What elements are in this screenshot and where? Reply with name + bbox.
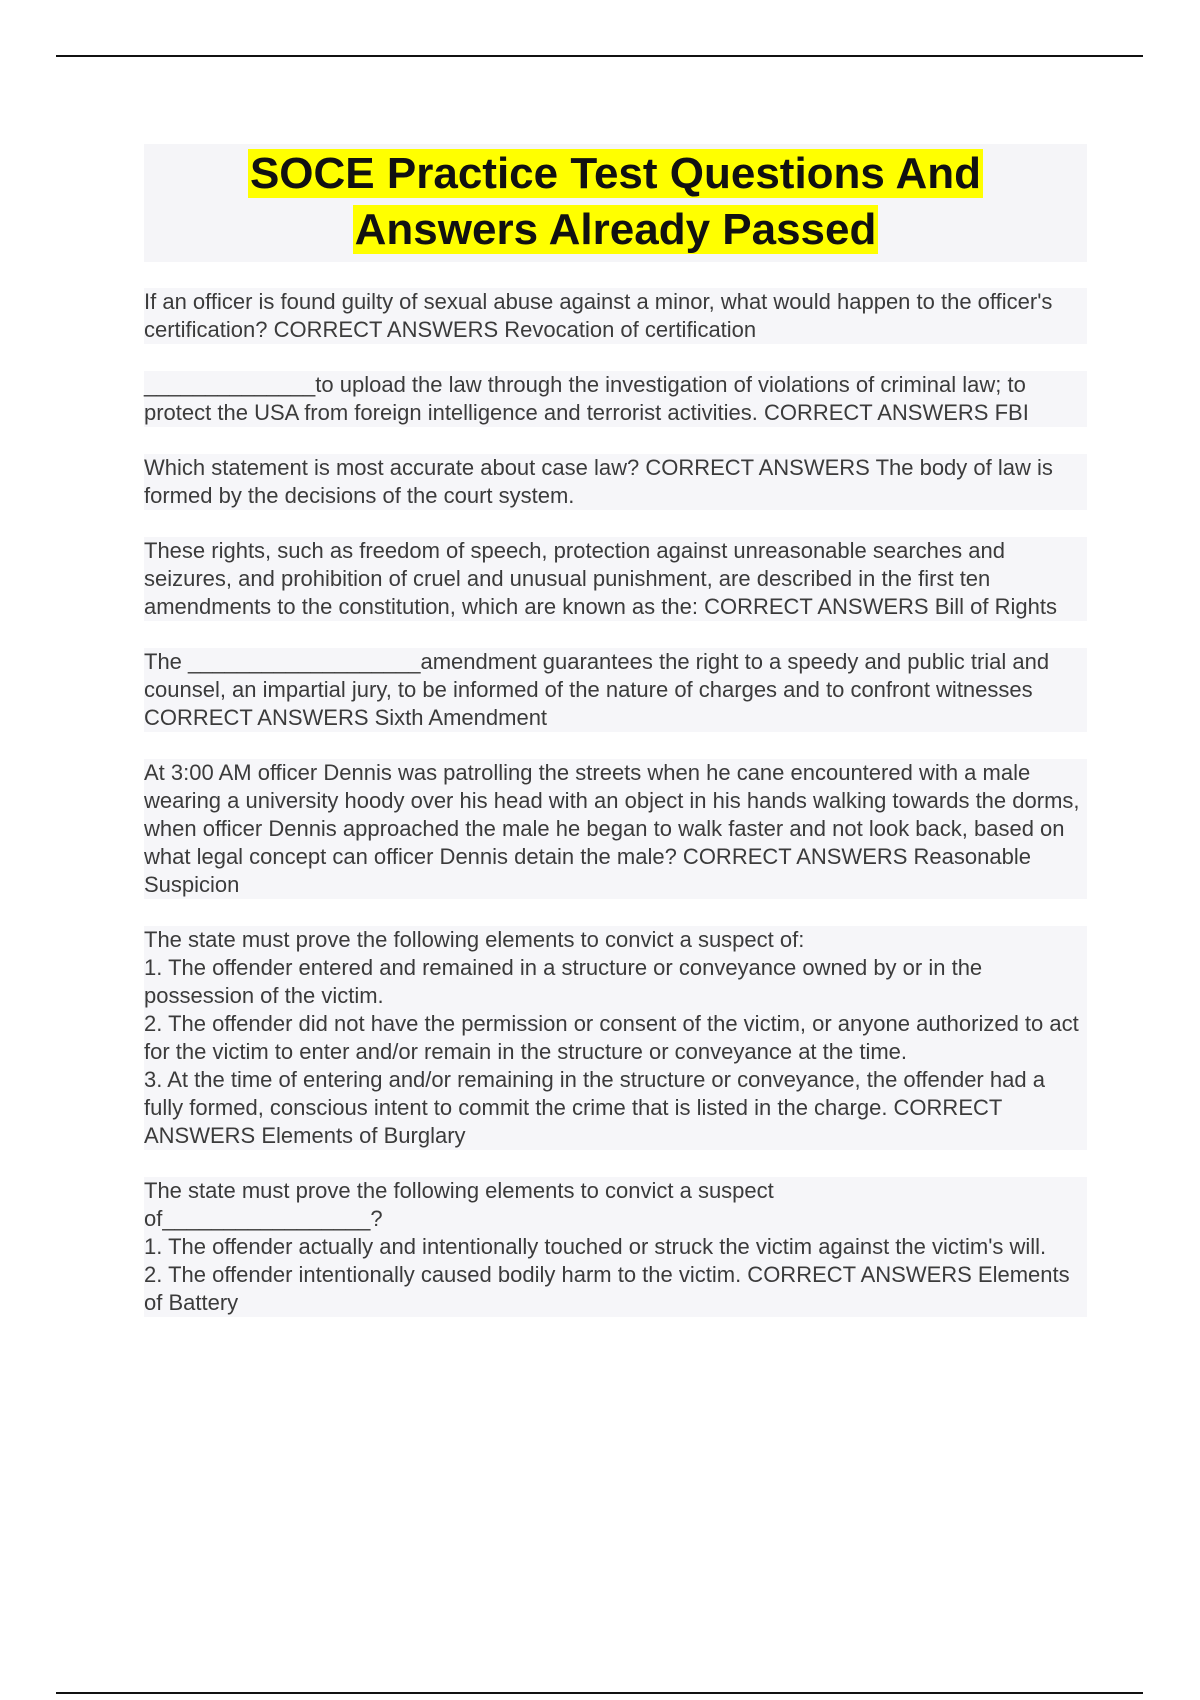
footer-rule	[56, 1692, 1143, 1694]
qa-item-3: Which statement is most accurate about case law? CORRECT ANSWERS The body of law is formed by the decisions of the court system.	[144, 454, 1087, 510]
qa-item-1: If an officer is found guilty of sexual abuse against a minor, what would happen to the officer's certification? CORRECT ANSWERS Revocation of certification	[144, 288, 1087, 344]
qa-item-5: The ___________________amendment guarantees the right to a speedy and public trial and counsel, an impartial jury, to be informed of the nature of charges and to confront witnesses CORRECT ANSWERS Sixth Amendment	[144, 648, 1087, 732]
title-block	[144, 144, 1087, 262]
qa-item-7: The state must prove the following elements to convict a suspect of: 1. The offender entered and remained in a structure or conveyance owned by or in the possession of the victim. 2. The offender did not have the permission or consent of the victim, or anyone authorized to act for the victim to enter and/or remain in the structure or conveyance at the time. 3. At the time of entering and/or remaining in the structure or conveyance, the offender had a fully formed, conscious intent to commit the crime that is listed in the charge. CORRECT ANSWERS Elements of Burglary	[144, 926, 1087, 1150]
qa-item-6: At 3:00 AM officer Dennis was patrolling the streets when he cane encountered with a male wearing a university hoody over his head with an object in his hands walking towards the dorms, when officer Dennis approached the male he began to walk faster and not look back, based on what legal concept can officer Dennis detain the male? CORRECT ANSWERS Reasonable Suspicion	[144, 759, 1087, 899]
qa-item-2: ______________to upload the law through the investigation of violations of criminal law; to protect the USA from foreign intelligence and terrorist activities. CORRECT ANSWERS FBI	[144, 371, 1087, 427]
qa-item-4: These rights, such as freedom of speech, protection against unreasonable searches and seizures, and prohibition of cruel and unusual punishment, are described in the first ten amendments to the constitution, which are known as the: CORRECT ANSWERS Bill of Rights	[144, 537, 1087, 621]
document-body	[144, 144, 1087, 1344]
title-line-2: Answers Already Passed	[354, 205, 877, 254]
title-line-1: SOCE Practice Test Questions And	[249, 149, 982, 198]
header-rule	[56, 55, 1143, 57]
document-title	[144, 146, 1087, 258]
qa-item-8: The state must prove the following elements to convict a suspect of_________________? 1. The offender actually and intentionally touched or struck the victim against the victim's will. 2. The offender intentionally caused bodily harm to the victim. CORRECT ANSWERS Elements of Battery	[144, 1177, 1087, 1317]
